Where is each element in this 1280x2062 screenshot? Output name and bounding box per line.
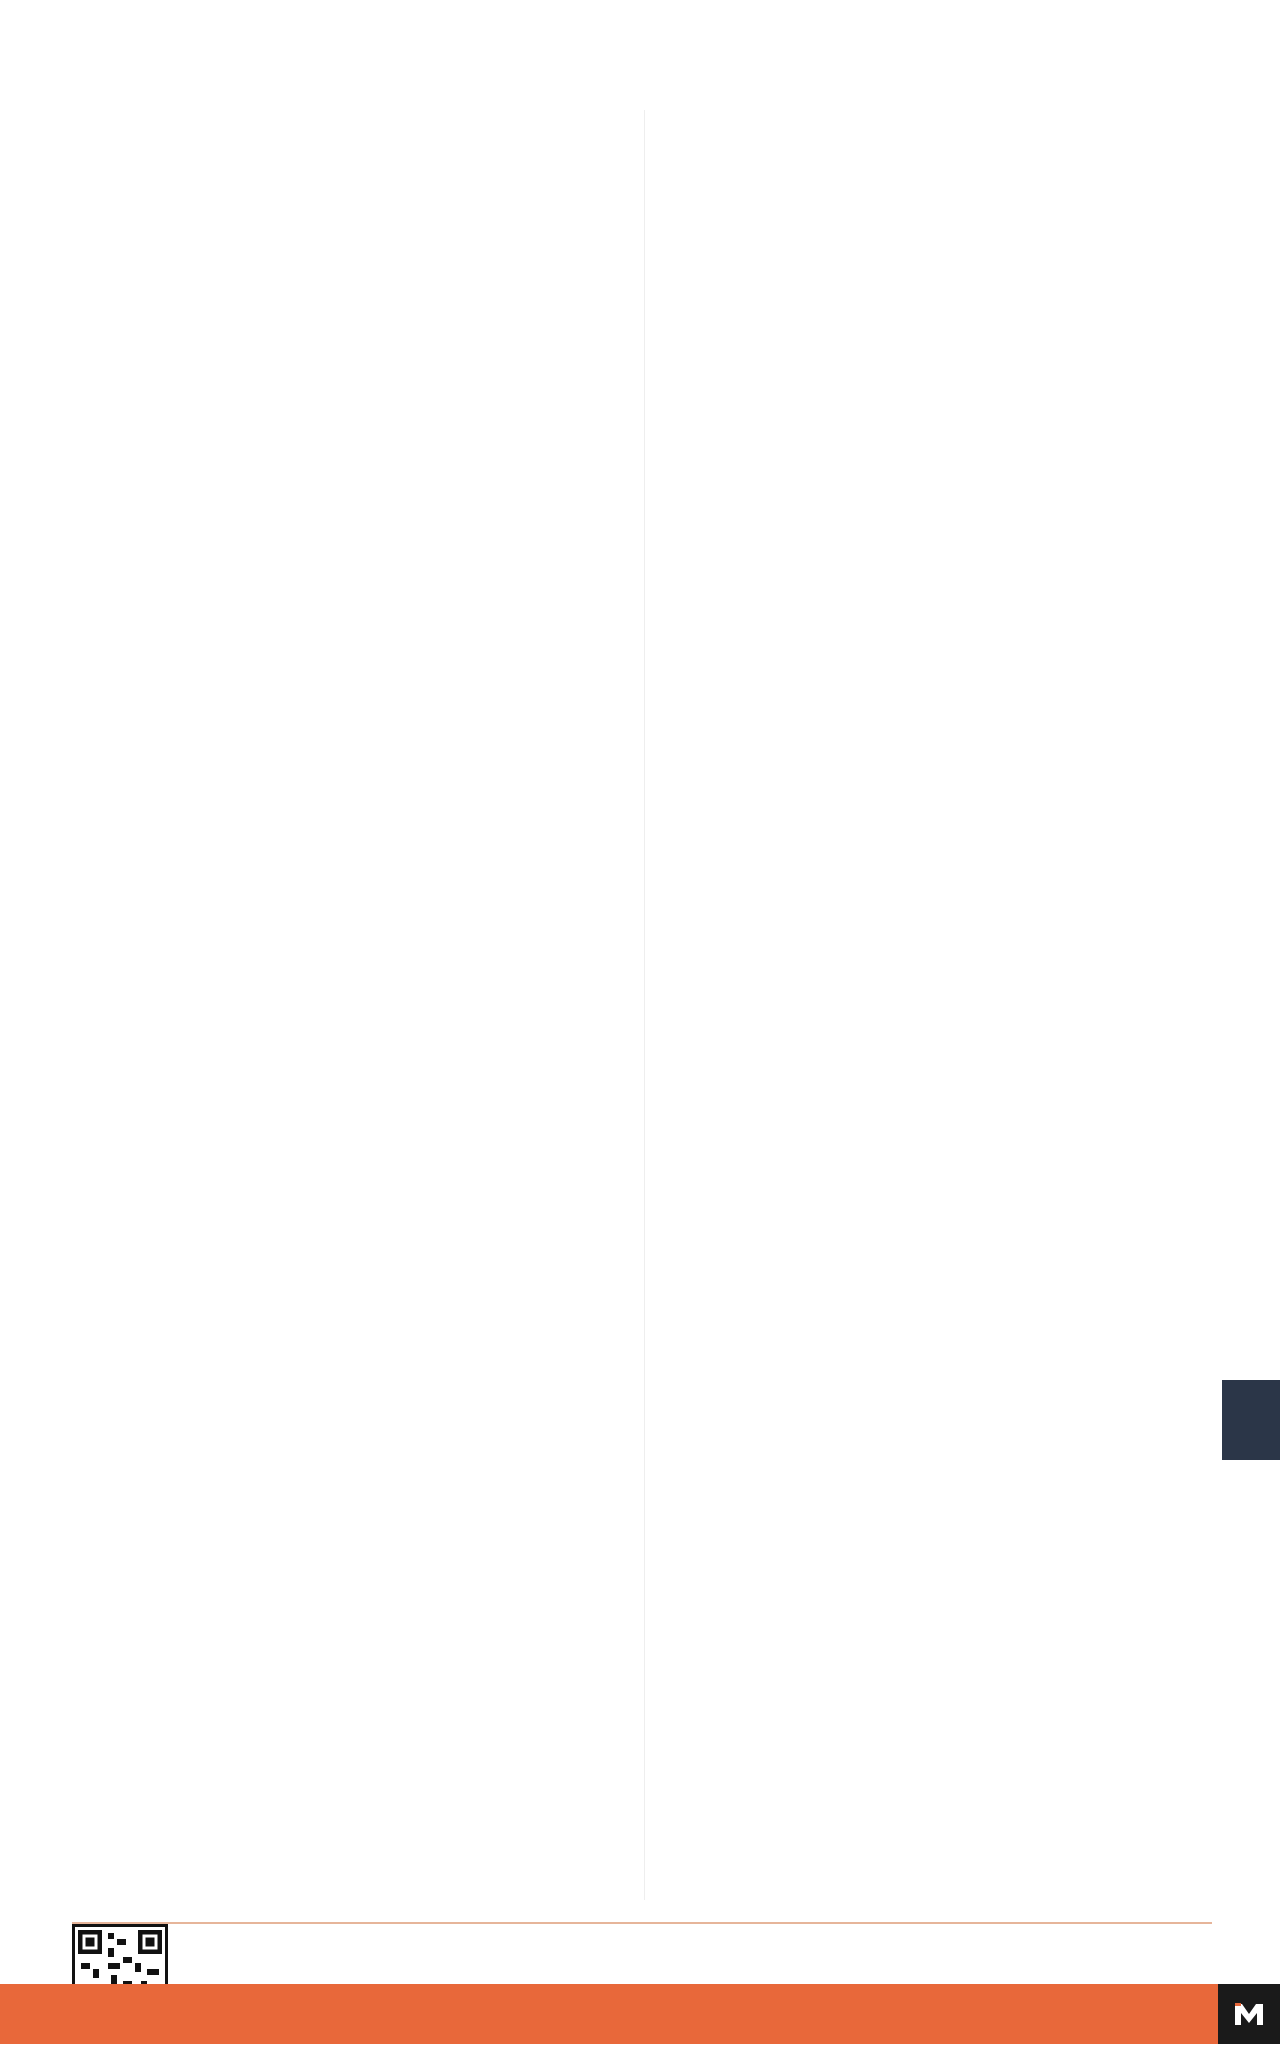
footer-bar — [0, 1984, 1280, 2044]
column-divider — [644, 110, 645, 1900]
side-tab — [1222, 1380, 1280, 1460]
footer-rule — [72, 1922, 1212, 1924]
brand-logo — [1218, 1984, 1280, 2044]
m-logo-icon — [1232, 2000, 1266, 2028]
